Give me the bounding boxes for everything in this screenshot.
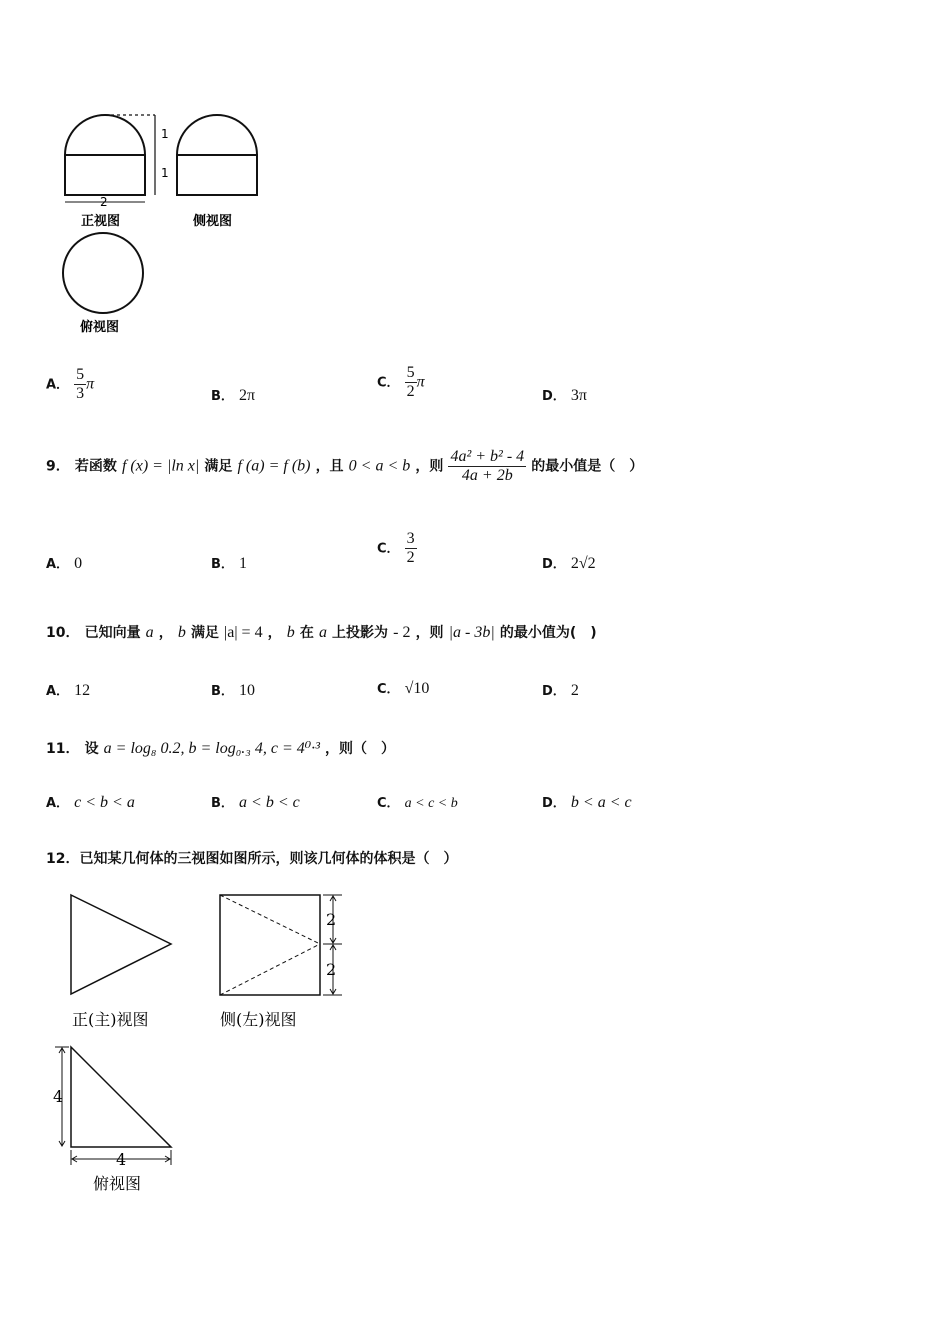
q12-stem: 12．已知某几何体的三视图如图所示，则该几何体的体积是（ ） — [46, 851, 458, 867]
q11-expression: a = log₈ 0.2, b = log₀.₃ 4, c = 4⁰·³ — [103, 740, 320, 757]
q8-top-view-circle — [63, 233, 143, 313]
q8-option-d-text: 3π — [570, 387, 587, 404]
q11-option-d-letter: D． — [542, 796, 566, 811]
q10-option-b[interactable] — [211, 680, 255, 700]
q10-option-b-text: 10 — [239, 682, 256, 699]
q9-option-d-letter: D． — [542, 557, 566, 572]
q8-c-num: 5 — [406, 364, 415, 381]
q11-text-2: ，则（ ） — [325, 741, 396, 757]
q10-modulus: |a| = 4 — [224, 624, 263, 641]
q9-text-1: 若函数 — [74, 458, 117, 475]
q8-option-a-fraction — [74, 366, 86, 402]
q10-stem — [46, 622, 926, 642]
q10-option-c[interactable] — [377, 678, 429, 698]
q8-option-d[interactable] — [542, 385, 587, 405]
q8-top-label: 俯视图 — [80, 320, 120, 335]
q9-fx: f (x) = |ln x| — [121, 457, 200, 475]
q11-option-a-text: c < b < a — [74, 794, 135, 811]
q8-option-c[interactable] — [377, 364, 425, 400]
q8-dim-top: 1 — [161, 127, 169, 141]
q9-option-b-text: 1 — [239, 555, 248, 572]
q10-text-4: 在 — [299, 625, 314, 641]
q10-option-c-text: √10 — [404, 680, 430, 697]
q10-option-a-text: 12 — [74, 682, 91, 699]
q8-option-b[interactable] — [211, 385, 255, 405]
q11-option-a[interactable] — [46, 792, 135, 812]
q8-option-d-letter: D． — [542, 389, 566, 404]
q9-option-a[interactable] — [46, 553, 82, 573]
q8-c-den: 2 — [406, 382, 415, 400]
q10-projection: - 2 — [393, 624, 411, 641]
q11-option-b[interactable] — [211, 792, 300, 812]
q11-number: 11． — [46, 741, 80, 757]
q12-top-label: 俯视图 — [93, 1174, 142, 1193]
q8-option-a-letter: A． — [46, 377, 70, 393]
q10-vector-b-2: b — [286, 624, 295, 641]
q9-cond: f (a) = f (b) — [237, 457, 311, 475]
q9-option-b[interactable] — [211, 553, 247, 573]
q9-text-2: 满足 — [204, 458, 233, 475]
q8-option-b-letter: B． — [211, 389, 234, 404]
q10-comma: ， — [158, 625, 173, 641]
q11-option-c-text: a < c < b — [404, 796, 458, 811]
q8-side-view — [177, 115, 257, 195]
q9-option-a-text: 0 — [74, 555, 83, 572]
q9-option-b-letter: B． — [211, 557, 234, 572]
q10-number: 10． — [46, 625, 80, 641]
q8-a-pi: π — [86, 375, 95, 393]
q9-option-c-letter: C． — [377, 541, 400, 557]
q8-dim-width: 2 — [100, 195, 108, 209]
q9-option-a-letter: A． — [46, 557, 70, 572]
q11-text-1: 设 — [84, 741, 99, 757]
q11-option-d-text: b < a < c — [570, 794, 632, 811]
q12-side-label: 侧(左)视图 — [220, 1010, 297, 1029]
q11-option-b-text: a < b < c — [239, 794, 300, 811]
q9-c-num: 3 — [406, 530, 415, 547]
q10-text-5: 上投影为 — [332, 625, 389, 641]
q8-front-label: 正视图 — [81, 214, 121, 229]
q10-text-1: 已知向量 — [84, 625, 141, 641]
q12-three-view-figure — [50, 885, 350, 1200]
q10-option-c-letter: C． — [377, 682, 400, 697]
q12-top-view — [55, 1047, 171, 1165]
q12-front-view — [71, 895, 171, 994]
q9-frac-num: 4a² + b² - 4 — [450, 448, 525, 465]
q12-dim-top-width: 4 — [116, 1150, 127, 1169]
q8-option-c-fraction — [405, 364, 417, 400]
q9-fraction — [448, 448, 526, 484]
q8-front-view — [65, 115, 155, 195]
q8-option-c-letter: C． — [377, 375, 400, 391]
q11-option-c-letter: C． — [377, 796, 400, 811]
q10-text-2: 满足 — [190, 625, 219, 641]
q9-c-den: 2 — [406, 548, 415, 566]
q12-dim-top-height: 4 — [53, 1087, 64, 1106]
q10-text-6: ，则 — [415, 625, 444, 641]
q11-option-a-letter: A． — [46, 796, 70, 811]
q8-c-pi: π — [416, 373, 425, 391]
q10-option-a-letter: A． — [46, 684, 70, 699]
q8-option-b-text: 2π — [239, 387, 256, 404]
q9-frac-den: 4a + 2b — [461, 466, 513, 484]
q9-text-3: ，且 — [315, 458, 344, 475]
q10-option-a[interactable] — [46, 680, 90, 700]
q12-side-view — [220, 895, 342, 995]
q12-front-label: 正(主)视图 — [72, 1010, 149, 1029]
q10-option-d[interactable] — [542, 680, 579, 700]
q9-text-4: ，则 — [415, 458, 444, 475]
q10-text-3: ， — [267, 625, 282, 641]
q9-number: 9． — [46, 458, 70, 475]
q8-a-den: 3 — [76, 384, 85, 402]
q10-expression: |a - 3b| — [448, 624, 495, 641]
q8-dim-bottom: 1 — [161, 166, 169, 180]
q8-side-label: 侧视图 — [193, 214, 233, 229]
q8-option-a[interactable] — [46, 366, 94, 402]
q9-option-c-fraction — [405, 530, 417, 566]
q9-option-d-text: 2√2 — [570, 555, 596, 572]
q9-ineq: 0 < a < b — [348, 457, 411, 475]
q8-a-num: 5 — [76, 366, 85, 383]
q11-option-c[interactable] — [377, 792, 458, 812]
q12-dim-side-top: 2 — [326, 910, 337, 929]
q10-vector-b: b — [177, 624, 186, 641]
q12-dim-side-bottom: 2 — [326, 960, 337, 979]
q9-text-5: 的最小值是（ ） — [531, 458, 644, 475]
q9-option-c[interactable] — [377, 530, 417, 566]
q10-option-d-text: 2 — [570, 682, 579, 699]
q10-vector-a: a — [145, 624, 154, 641]
q8-three-view-figure — [55, 105, 275, 340]
q11-stem — [46, 738, 926, 758]
q11-option-d[interactable] — [542, 792, 632, 812]
q9-stem — [46, 448, 926, 484]
q10-option-d-letter: D． — [542, 684, 566, 699]
q10-vector-a-2: a — [318, 624, 327, 641]
q9-option-d[interactable] — [542, 553, 596, 573]
q10-option-b-letter: B． — [211, 684, 234, 699]
q11-option-b-letter: B． — [211, 796, 234, 811]
q10-text-7: 的最小值为( ) — [499, 625, 597, 641]
